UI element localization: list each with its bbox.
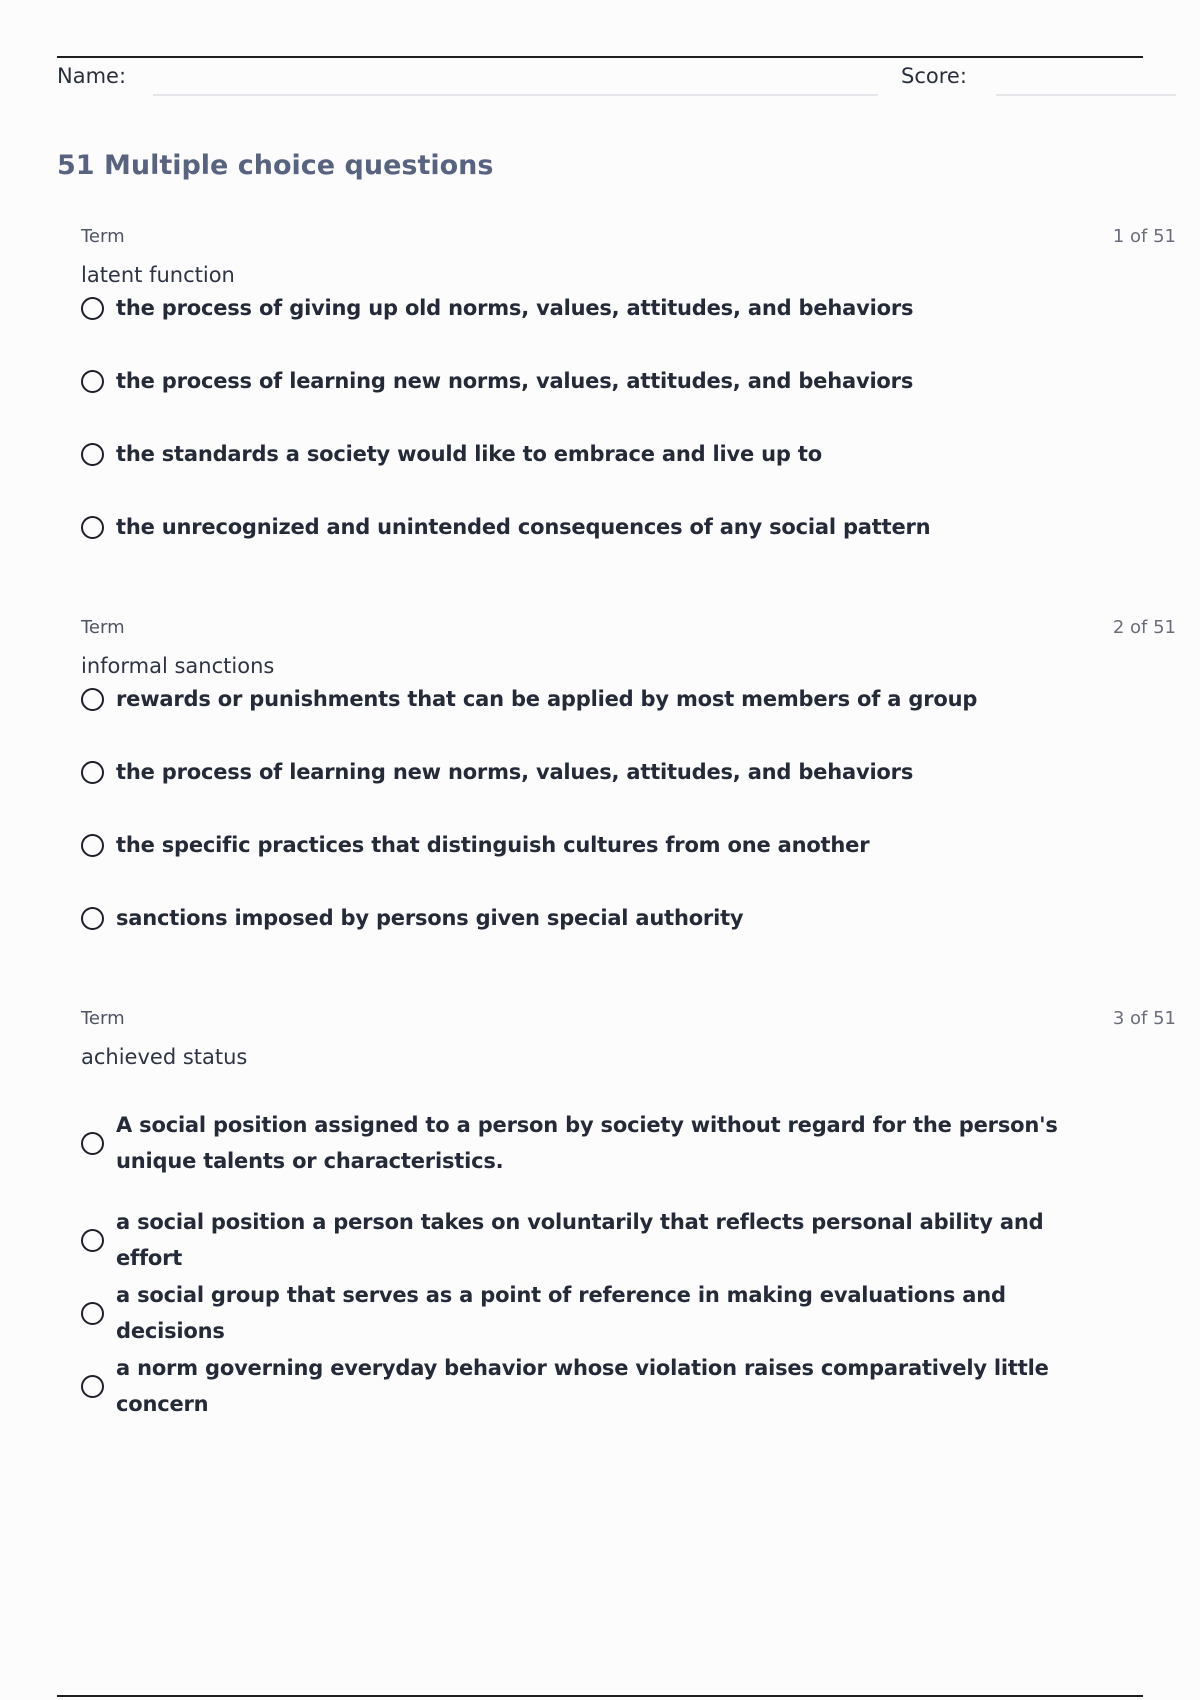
option-text: a social group that serves as a point of reference in making evaluations and decisions <box>116 1283 1006 1343</box>
radio-icon[interactable] <box>81 1132 104 1155</box>
top-rule <box>57 56 1143 58</box>
radio-icon[interactable] <box>81 370 104 393</box>
option-text: a social position a person takes on voluntarily that reflects personal ability and effort <box>116 1210 1044 1270</box>
radio-icon[interactable] <box>81 907 104 930</box>
term-text: informal sanctions <box>81 654 275 678</box>
radio-icon[interactable] <box>81 688 104 711</box>
answer-option[interactable] <box>81 1204 1121 1276</box>
question-counter: 1 of 51 <box>1112 226 1176 247</box>
answer-option[interactable] <box>81 1350 1121 1422</box>
answer-option[interactable] <box>81 681 1121 717</box>
option-text: the unrecognized and unintended consequences of any social pattern <box>116 515 931 539</box>
name-label: Name: <box>57 64 127 88</box>
answer-option[interactable] <box>81 900 1121 936</box>
option-text: the process of learning new norms, values, attitudes, and behaviors <box>116 760 914 784</box>
score-label: Score: <box>901 64 967 88</box>
answer-option[interactable] <box>81 290 1121 326</box>
answer-option[interactable] <box>81 436 1121 472</box>
term-text: achieved status <box>81 1045 248 1069</box>
answer-option[interactable] <box>81 754 1121 790</box>
term-label: Term <box>81 1008 125 1029</box>
option-text: rewards or punishments that can be applied by most members of a group <box>116 687 978 711</box>
term-label: Term <box>81 617 125 638</box>
radio-icon[interactable] <box>81 443 104 466</box>
option-text: sanctions imposed by persons given special authority <box>116 906 744 930</box>
option-text: A social position assigned to a person by society without regard for the person's unique talents or characteristics. <box>116 1113 1058 1173</box>
name-field-line[interactable] <box>153 94 878 96</box>
radio-icon[interactable] <box>81 516 104 539</box>
section-title: 51 Multiple choice questions <box>57 150 494 181</box>
radio-icon[interactable] <box>81 834 104 857</box>
bottom-rule <box>57 1695 1143 1697</box>
option-text: the specific practices that distinguish cultures from one another <box>116 833 870 857</box>
answer-option[interactable] <box>81 363 1121 399</box>
radio-icon[interactable] <box>81 1302 104 1325</box>
question-counter: 2 of 51 <box>1112 617 1176 638</box>
radio-icon[interactable] <box>81 761 104 784</box>
question-counter: 3 of 51 <box>1112 1008 1176 1029</box>
radio-icon[interactable] <box>81 1375 104 1398</box>
term-text: latent function <box>81 263 235 287</box>
radio-icon[interactable] <box>81 297 104 320</box>
answer-option[interactable] <box>81 827 1121 863</box>
option-text: the process of learning new norms, values, attitudes, and behaviors <box>116 369 914 393</box>
option-text: a norm governing everyday behavior whose violation raises comparatively little concern <box>116 1356 1049 1416</box>
term-label: Term <box>81 226 125 247</box>
answer-option[interactable] <box>81 509 1121 545</box>
score-field-line[interactable] <box>996 94 1176 96</box>
answer-option[interactable] <box>81 1277 1121 1349</box>
answer-option[interactable] <box>81 1107 1121 1179</box>
option-text: the process of giving up old norms, values, attitudes, and behaviors <box>116 296 914 320</box>
option-text: the standards a society would like to embrace and live up to <box>116 442 822 466</box>
radio-icon[interactable] <box>81 1229 104 1252</box>
